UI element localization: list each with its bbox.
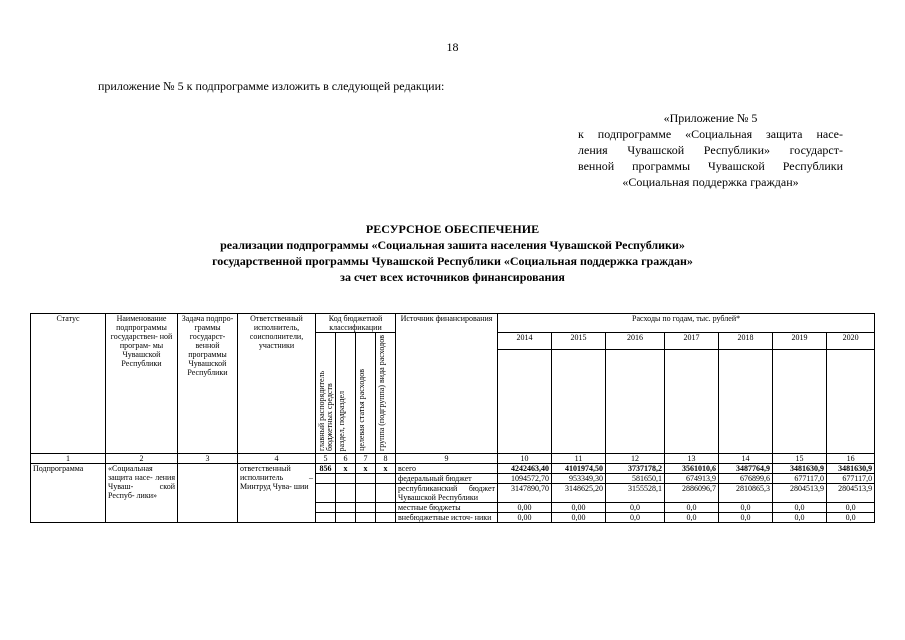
header-task: Задача подпро- граммы государст- венной программы Чувашской Республики bbox=[178, 314, 238, 454]
doc-subtitle-2: государственной программы Чувашской Республики «Социальная поддержка граждан» bbox=[212, 254, 693, 268]
value-cell: 0,00 bbox=[498, 513, 552, 523]
table-row bbox=[31, 464, 875, 474]
year-header: 2020 bbox=[827, 333, 875, 350]
source-label: местные бюджеты bbox=[396, 503, 498, 513]
value-cell: 2810865,3 bbox=[719, 484, 773, 503]
value-cell: 581650,1 bbox=[606, 474, 665, 484]
annex-caption bbox=[578, 110, 843, 190]
annex-line-1: «Приложение № 5 bbox=[663, 111, 758, 125]
page-number: 18 bbox=[446, 40, 459, 54]
header-executor: Ответственный исполнитель, соисполнители, участники bbox=[238, 314, 316, 454]
value-cell: 0,0 bbox=[606, 513, 665, 523]
year-header: 2014 bbox=[498, 333, 552, 350]
value-cell: 0,00 bbox=[552, 513, 606, 523]
column-number: 4 bbox=[238, 454, 316, 464]
row-section: x bbox=[336, 464, 356, 474]
header-budget-code: Код бюджетной классификации bbox=[316, 314, 396, 333]
annex-line-3: ления Чувашской Республики» государст- bbox=[578, 143, 843, 157]
header-code-target-cell bbox=[356, 333, 376, 454]
column-number: 7 bbox=[356, 454, 376, 464]
year-header: 2016 bbox=[606, 333, 665, 350]
column-number-row bbox=[31, 454, 875, 464]
year-spacer bbox=[719, 350, 773, 454]
value-cell: 0,0 bbox=[606, 503, 665, 513]
value-cell: 3148625,20 bbox=[552, 484, 606, 503]
empty-code bbox=[316, 503, 336, 513]
doc-subtitle-3: за счет всех источников финансирования bbox=[340, 270, 565, 284]
value-cell: 674913,9 bbox=[665, 474, 719, 484]
header-code-group: группа (подгруппа) вида расходов bbox=[377, 334, 386, 451]
empty-code bbox=[336, 503, 356, 513]
value-cell: 677117,0 bbox=[773, 474, 827, 484]
empty-code bbox=[356, 503, 376, 513]
empty-code bbox=[356, 474, 376, 484]
year-spacer bbox=[552, 350, 606, 454]
header-code-group-cell bbox=[376, 333, 396, 454]
year-spacer bbox=[665, 350, 719, 454]
column-number: 16 bbox=[827, 454, 875, 464]
value-cell: 2804513,9 bbox=[827, 484, 875, 503]
year-header: 2018 bbox=[719, 333, 773, 350]
value-cell: 3481630,9 bbox=[827, 464, 875, 474]
empty-code bbox=[336, 513, 356, 523]
header-code-section: раздел, подраздел bbox=[337, 390, 346, 451]
empty-code bbox=[376, 474, 396, 484]
column-number: 15 bbox=[773, 454, 827, 464]
value-cell: 3147890,70 bbox=[498, 484, 552, 503]
year-header: 2017 bbox=[665, 333, 719, 350]
row-group: x bbox=[376, 464, 396, 474]
column-number: 3 bbox=[178, 454, 238, 464]
value-cell: 0,0 bbox=[773, 503, 827, 513]
row-target: x bbox=[356, 464, 376, 474]
year-spacer bbox=[827, 350, 875, 454]
value-cell: 0,0 bbox=[827, 503, 875, 513]
row-grbs: 856 bbox=[316, 464, 336, 474]
value-cell: 0,0 bbox=[773, 513, 827, 523]
source-label: федеральный бюджет bbox=[396, 474, 498, 484]
column-number: 6 bbox=[336, 454, 356, 464]
year-spacer bbox=[773, 350, 827, 454]
year-spacer bbox=[606, 350, 665, 454]
value-cell: 3487764,9 bbox=[719, 464, 773, 474]
column-number: 14 bbox=[719, 454, 773, 464]
column-number: 13 bbox=[665, 454, 719, 464]
empty-code bbox=[316, 513, 336, 523]
doc-title: РЕСУРСНОЕ ОБЕСПЕЧЕНИЕ bbox=[365, 222, 540, 236]
year-header: 2019 bbox=[773, 333, 827, 350]
empty-code bbox=[336, 484, 356, 503]
value-cell: 3155528,1 bbox=[606, 484, 665, 503]
value-cell: 3737178,2 bbox=[606, 464, 665, 474]
resource-table bbox=[30, 313, 875, 523]
column-number: 2 bbox=[106, 454, 178, 464]
empty-code bbox=[316, 474, 336, 484]
empty-code bbox=[316, 484, 336, 503]
annex-line-2: к подпрограмме «Социальная защита насе- bbox=[578, 127, 843, 141]
doc-subtitle-1: реализации подпрограммы «Социальная зашита населения Чувашской Республики» bbox=[220, 238, 685, 252]
year-spacer bbox=[498, 350, 552, 454]
row-status: Подпрограмма bbox=[31, 464, 106, 523]
header-code-grbs-cell bbox=[316, 333, 336, 454]
header-source: Источник финансирования bbox=[396, 314, 498, 454]
source-label: республиканский бюджет Чувашской Республики bbox=[396, 484, 498, 503]
value-cell: 0,0 bbox=[719, 503, 773, 513]
column-number: 1 bbox=[31, 454, 106, 464]
source-label: внебюджетные источ- ники bbox=[396, 513, 498, 523]
value-cell: 0,0 bbox=[827, 513, 875, 523]
year-header: 2015 bbox=[552, 333, 606, 350]
empty-code bbox=[376, 513, 396, 523]
value-cell: 0,0 bbox=[665, 513, 719, 523]
header-code-section-cell bbox=[336, 333, 356, 454]
header-row-1 bbox=[31, 314, 875, 333]
annex-line-4: венной программы Чувашской Республики bbox=[578, 159, 843, 173]
value-cell: 953349,30 bbox=[552, 474, 606, 484]
value-cell: 0,0 bbox=[719, 513, 773, 523]
empty-code bbox=[376, 503, 396, 513]
empty-code bbox=[356, 484, 376, 503]
empty-code bbox=[376, 484, 396, 503]
value-cell: 3561010,6 bbox=[665, 464, 719, 474]
value-cell: 0,00 bbox=[552, 503, 606, 513]
header-code-grbs: главный распорядитель бюджетных средств bbox=[317, 370, 334, 451]
column-number: 5 bbox=[316, 454, 336, 464]
value-cell: 676899,6 bbox=[719, 474, 773, 484]
value-cell: 2886096,7 bbox=[665, 484, 719, 503]
value-cell: 0,00 bbox=[498, 503, 552, 513]
header-name: Наименование подпрограммы государствен- ной програм- мы Чувашской Республики bbox=[106, 314, 178, 454]
value-cell: 0,0 bbox=[665, 503, 719, 513]
empty-code bbox=[356, 513, 376, 523]
empty-code bbox=[336, 474, 356, 484]
value-cell: 2804513,9 bbox=[773, 484, 827, 503]
value-cell: 4242463,40 bbox=[498, 464, 552, 474]
row-task bbox=[178, 464, 238, 523]
column-number: 10 bbox=[498, 454, 552, 464]
value-cell: 1094572,70 bbox=[498, 474, 552, 484]
intro-text: приложение № 5 к подпрограмме изложить в следующей редакции: bbox=[98, 79, 445, 93]
row-executor: ответственный исполнитель – Минтруд Чува- шии bbox=[238, 464, 316, 523]
value-cell: 3481630,9 bbox=[773, 464, 827, 474]
column-number: 12 bbox=[606, 454, 665, 464]
source-label: всего bbox=[396, 464, 498, 474]
header-expenses: Расходы по годам, тыс. рублей* bbox=[498, 314, 875, 333]
row-name: «Социальная защита насе- ления Чуваш- ской Респуб- лики» bbox=[106, 464, 178, 523]
value-cell: 677117,0 bbox=[827, 474, 875, 484]
annex-line-5: «Социальная поддержка граждан» bbox=[622, 175, 799, 189]
column-number: 11 bbox=[552, 454, 606, 464]
column-number: 9 bbox=[396, 454, 498, 464]
header-status: Статус bbox=[31, 314, 106, 454]
column-number: 8 bbox=[376, 454, 396, 464]
header-code-target: целевая статья расходов bbox=[357, 369, 366, 451]
value-cell: 4101974,50 bbox=[552, 464, 606, 474]
